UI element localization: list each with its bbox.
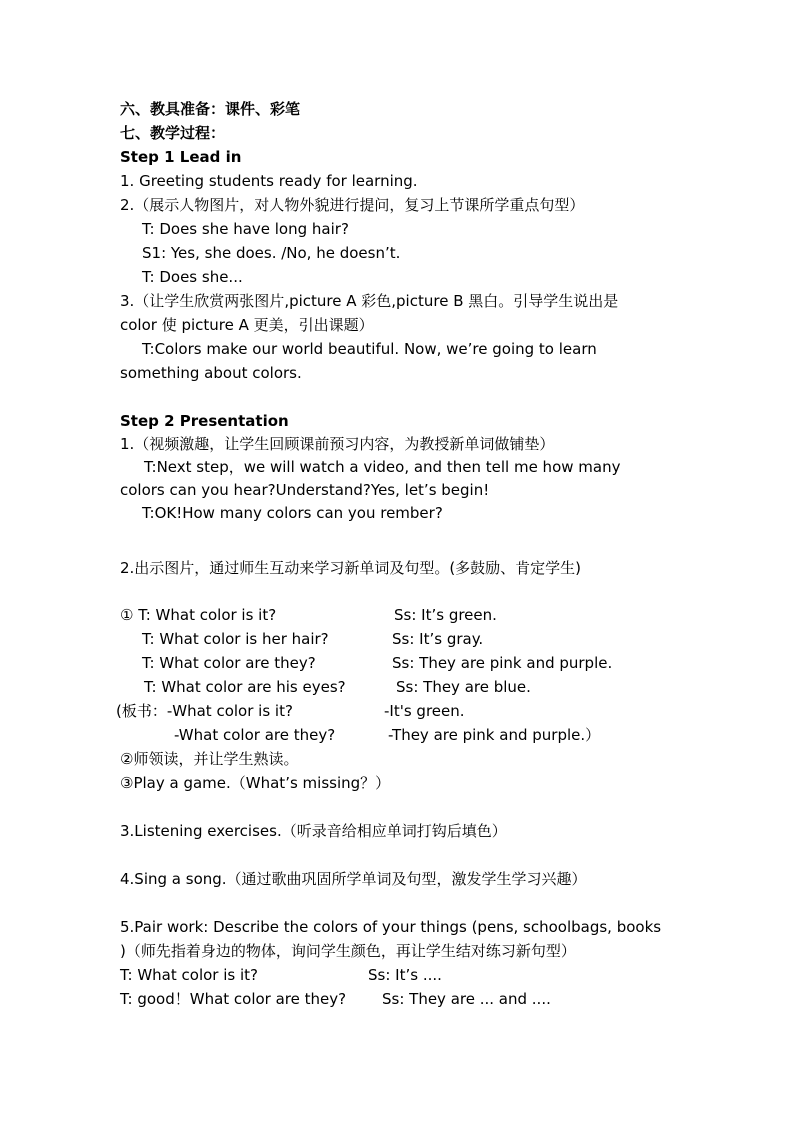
section-7-heading: 七、教学过程： <box>120 124 226 142</box>
dialog-question-3: T: What color are they? <box>142 654 316 672</box>
dialog-answer-4: Ss: They are blue. <box>396 678 531 696</box>
pair-row-1 <box>120 963 442 987</box>
pair-question-2: T: good！What color are they? <box>120 990 347 1008</box>
dialog-question-2: T: What color is her hair? <box>142 630 329 648</box>
dialog-row-3 <box>120 651 613 675</box>
step2-teacher-line-2: T:OK!How many colors can you rember? <box>142 504 443 522</box>
dialog-answer-1: Ss: It’s green. <box>394 606 497 624</box>
exercise-3: 3.Listening exercises.（听录音给相应单词打钩后填色） <box>120 822 507 840</box>
blackboard-row-1 <box>116 699 465 723</box>
step1-dialog-t: T: Does she have long hair? <box>142 220 349 238</box>
dialog-row-4 <box>120 675 531 699</box>
step1-teacher-line: T:Colors make our world beautiful. Now, we’re going to learn <box>142 340 597 358</box>
blackboard-question-2: -What color are they? <box>174 726 336 744</box>
step2-line-1: 1.（视频激趣，让学生回顾课前预习内容，为教授新单词做铺垫） <box>120 435 555 453</box>
exercise-5: 5.Pair work: Describe the colors of your things (pens, schoolbags, books <box>120 918 662 936</box>
pair-row-2 <box>120 987 551 1011</box>
pair-question-1: T: What color is it? <box>120 966 258 984</box>
step2-teacher-line: T:Next step，we will watch a video, and then tell me how many <box>144 458 621 476</box>
pair-answer-1: Ss: It’s .... <box>368 966 442 984</box>
exercise-5-cont: )（师先指着身边的物体，询问学生颜色，再让学生结对练习新句型） <box>120 942 576 960</box>
step1-line-2: 2.（展示人物图片，对人物外貌进行提问，复习上节课所学重点句型） <box>120 196 585 214</box>
step1-line-3: 3.（让学生欣赏两张图片,picture A 彩色,picture B 黑白。引导学生说出是 <box>120 292 619 310</box>
step1-line-3-cont: color 使 picture A 更美，引出课题） <box>120 316 374 334</box>
exercise-4: 4.Sing a song.（通过歌曲巩固所学单词及句型，激发学生学习兴趣） <box>120 870 587 888</box>
step-1-heading: Step 1 Lead in <box>120 148 242 166</box>
pair-answer-2: Ss: They are ... and .... <box>382 990 551 1008</box>
section-6-heading: 六、教具准备：课件、彩笔 <box>120 100 301 118</box>
blackboard-answer-1: -It's green. <box>384 702 465 720</box>
circled-item-3: ③Play a game.（What’s missing？） <box>120 774 391 792</box>
dialog-row-1 <box>120 603 497 627</box>
step1-teacher-line-cont: something about colors. <box>120 364 302 382</box>
step1-line-1: 1. Greeting students ready for learning. <box>120 172 418 190</box>
blackboard-row-2 <box>116 723 601 747</box>
step1-dialog-s1: S1: Yes, she does. /No, he doesn’t. <box>142 244 401 262</box>
dialog-answer-2: Ss: It’s gray. <box>392 630 484 648</box>
circled-item-2: ②师领读，并让学生熟读。 <box>120 750 299 768</box>
dialog-question-1: ① T: What color is it? <box>120 606 277 624</box>
dialog-row-2 <box>120 627 484 651</box>
blackboard-question-1: (板书：-What color is it? <box>116 702 293 720</box>
step1-dialog-t2: T: Does she... <box>142 268 243 286</box>
dialog-answer-3: Ss: They are pink and purple. <box>392 654 613 672</box>
step2-teacher-line-cont: colors can you hear?Understand?Yes, let’s begin! <box>120 481 490 499</box>
step2-line-2: 2.出示图片，通过师生互动来学习新单词及句型。(多鼓励、肯定学生) <box>120 559 582 577</box>
step-2-heading: Step 2 Presentation <box>120 412 289 430</box>
dialog-question-4: T: What color are his eyes? <box>144 678 346 696</box>
blackboard-answer-2: -They are pink and purple.） <box>388 726 601 744</box>
